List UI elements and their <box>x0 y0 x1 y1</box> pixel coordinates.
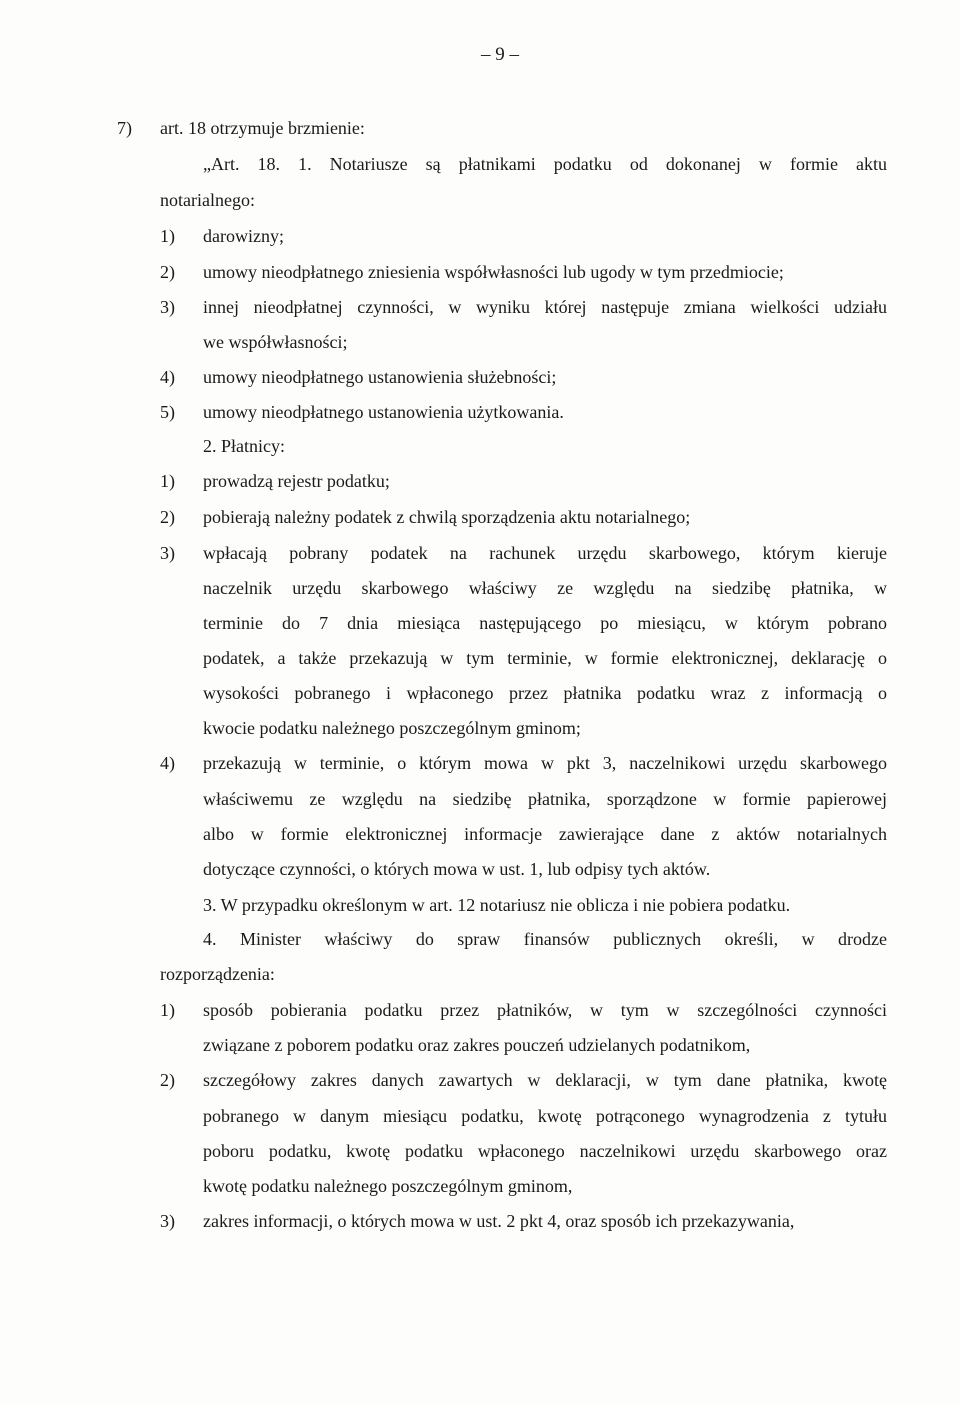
art-intro-line-1: „Art. 18. 1. Notariusze są płatnikami podatku od dokonanej w formie aktu <box>203 154 887 174</box>
list2-item-4-number: 4) <box>160 753 175 773</box>
list1-item-1-number: 1) <box>160 226 175 246</box>
list4-item-2-number: 2) <box>160 1070 175 1090</box>
list1-item-2-number: 2) <box>160 262 175 282</box>
list2-item-3-line-5: wysokości pobranego i wpłaconego przez płatnika podatku wraz z informacją o <box>203 683 887 703</box>
list1-item-5-text: umowy nieodpłatnego ustanowienia użytkowania. <box>203 402 564 422</box>
list4-item-2-line-4: kwotę podatku należnego poszczególnym gminom, <box>203 1176 573 1196</box>
list1-item-2-text: umowy nieodpłatnego zniesienia współwłasności lub ugody w tym przedmiocie; <box>203 262 784 282</box>
amendment-number: 7) <box>117 118 132 138</box>
list2-item-2-text: pobierają należny podatek z chwilą sporządzenia aktu notarialnego; <box>203 507 691 527</box>
amendment-text: art. 18 otrzymuje brzmienie: <box>160 118 365 138</box>
list4-item-3-number: 3) <box>160 1211 175 1231</box>
list2-item-3-line-3: terminie do 7 dnia miesiąca następującego po miesiącu, w którym pobrano <box>203 613 887 633</box>
paragraph-3: 3. W przypadku określonym w art. 12 notariusz nie oblicza i nie pobiera podatku. <box>203 895 791 915</box>
list2-item-4-line-1: przekazują w terminie, o którym mowa w pkt 3, naczelnikowi urzędu skarbowego <box>203 753 887 773</box>
list2-item-4-line-4: dotyczące czynności, o których mowa w ust. 1, lub odpisy tych aktów. <box>203 859 711 879</box>
list4-item-2-line-2: pobranego w danym miesiącu podatku, kwotę potrąconego wynagrodzenia z tytułu <box>203 1106 887 1126</box>
list4-item-3-line-1: zakres informacji, o których mowa w ust. 2 pkt 4, oraz sposób ich przekazywania, <box>203 1211 795 1231</box>
list1-item-3-number: 3) <box>160 297 175 317</box>
paragraph-4-line-2: rozporządzenia: <box>160 964 275 984</box>
list1-item-3-line-2: we współwłasności; <box>203 332 348 352</box>
list1-item-4-text: umowy nieodpłatnego ustanowienia służebności; <box>203 367 557 387</box>
list2-item-1-text: prowadzą rejestr podatku; <box>203 471 390 491</box>
paragraph-4-line-1: 4. Minister właściwy do spraw finansów publicznych określi, w drodze <box>203 929 887 949</box>
list2-item-2-number: 2) <box>160 507 175 527</box>
list1-item-3-line-1: innej nieodpłatnej czynności, w wyniku której następuje zmiana wielkości udziału <box>203 297 887 317</box>
list1-item-1-text: darowizny; <box>203 226 284 246</box>
list2-item-3-number: 3) <box>160 543 175 563</box>
list4-item-1-line-2: związane z poborem podatku oraz zakres pouczeń udzielanych podatnikom, <box>203 1035 751 1055</box>
list4-item-2-line-3: poboru podatku, kwotę podatku wpłaconego naczelnikowi urzędu skarbowego oraz <box>203 1141 887 1161</box>
list2-item-3-line-6: kwocie podatku należnego poszczególnym gminom; <box>203 718 581 738</box>
list2-item-3-line-1: wpłacają pobrany podatek na rachunek urzędu skarbowego, którym kieruje <box>203 543 887 563</box>
art-intro-line-2: notarialnego: <box>160 190 255 210</box>
list2-item-3-line-2: naczelnik urzędu skarbowego właściwy ze względu na siedzibę płatnika, w <box>203 578 887 598</box>
list2-item-1-number: 1) <box>160 471 175 491</box>
list2-item-3-line-4: podatek, a także przekazują w tym terminie, w formie elektronicznej, deklarację o <box>203 648 887 668</box>
list1-item-4-number: 4) <box>160 367 175 387</box>
page-number: – 9 – <box>481 44 519 65</box>
list4-item-1-number: 1) <box>160 1000 175 1020</box>
paragraph-2-heading: 2. Płatnicy: <box>203 436 285 456</box>
list2-item-4-line-2: właściwemu ze względu na siedzibę płatnika, sporządzone w formie papierowej <box>203 789 887 809</box>
list4-item-1-line-1: sposób pobierania podatku przez płatników, w tym w szczególności czynności <box>203 1000 887 1020</box>
list2-item-4-line-3: albo w formie elektronicznej informacje zawierające dane z aktów notarialnych <box>203 824 887 844</box>
list1-item-5-number: 5) <box>160 402 175 422</box>
list4-item-2-line-1: szczegółowy zakres danych zawartych w deklaracji, w tym dane płatnika, kwotę <box>203 1070 887 1090</box>
